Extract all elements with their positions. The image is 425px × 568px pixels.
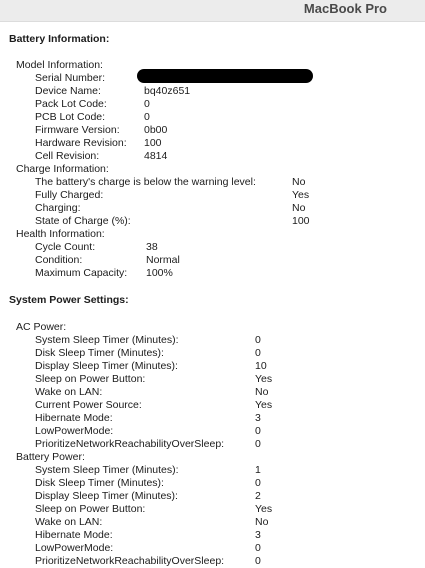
- ac-power-value: 3: [255, 412, 261, 424]
- charge-information-heading: Charge Information:: [16, 163, 109, 175]
- ac-power-label: LowPowerMode:: [35, 425, 114, 437]
- system-report-content: [0, 22, 425, 566]
- charge-info-label: Charging:: [35, 202, 81, 214]
- battery-power-value: 1: [255, 464, 261, 476]
- model-info-value: 4814: [144, 150, 168, 162]
- model-info-value: bq40z651: [144, 85, 191, 97]
- model-info-value: 0b00: [144, 124, 168, 136]
- ac-power-value: 0: [255, 334, 261, 346]
- battery-information-heading: Battery Information:: [9, 33, 110, 45]
- health-information-heading: Health Information:: [16, 228, 105, 240]
- charge-info-value: No: [292, 176, 306, 188]
- model-info-label: Serial Number:: [35, 72, 106, 84]
- health-info-value: Normal: [146, 254, 180, 266]
- model-info-label: Cell Revision:: [35, 150, 100, 162]
- system-power-settings-heading: System Power Settings:: [9, 294, 129, 306]
- battery-power-value: No: [255, 516, 269, 528]
- ac-power-value: 0: [255, 438, 261, 450]
- charge-info-value: 100: [292, 215, 310, 227]
- battery-power-label: PrioritizeNetworkReachabilityOverSleep:: [35, 555, 225, 567]
- charge-info-label: The battery's charge is below the warning level:: [35, 176, 256, 188]
- ac-power-heading: AC Power:: [16, 321, 67, 333]
- model-info-value: 0: [144, 111, 150, 123]
- model-info-label: Pack Lot Code:: [35, 98, 107, 110]
- ac-power-label: Sleep on Power Button:: [35, 373, 146, 385]
- health-info-label: Cycle Count:: [35, 241, 96, 253]
- ac-power-value: 0: [255, 425, 261, 437]
- health-info-label: Maximum Capacity:: [35, 267, 128, 279]
- ac-power-label: Wake on LAN:: [35, 386, 103, 398]
- battery-power-value: 0: [255, 555, 261, 567]
- model-information-heading: Model Information:: [16, 59, 103, 71]
- ac-power-label: Disk Sleep Timer (Minutes):: [35, 347, 164, 359]
- battery-power-value: 2: [255, 490, 261, 502]
- ac-power-label: System Sleep Timer (Minutes):: [35, 334, 179, 346]
- battery-power-value: 0: [255, 477, 261, 489]
- battery-power-label: LowPowerMode:: [35, 542, 114, 554]
- model-info-label: Device Name:: [35, 85, 101, 97]
- window-title-bar: [0, 0, 425, 22]
- model-info-label: Hardware Revision:: [35, 137, 127, 149]
- charge-info-label: State of Charge (%):: [35, 215, 131, 227]
- battery-power-label: System Sleep Timer (Minutes):: [35, 464, 179, 476]
- ac-power-label: Hibernate Mode:: [35, 412, 113, 424]
- battery-power-value: Yes: [255, 503, 273, 515]
- charge-info-label: Fully Charged:: [35, 189, 104, 201]
- health-info-value: 100%: [146, 267, 173, 279]
- battery-power-label: Hibernate Mode:: [35, 529, 113, 541]
- ac-power-label: PrioritizeNetworkReachabilityOverSleep:: [35, 438, 225, 450]
- battery-power-value: 0: [255, 542, 261, 554]
- ac-power-value: No: [255, 386, 269, 398]
- battery-power-heading: Battery Power:: [16, 451, 85, 463]
- ac-power-value: 0: [255, 347, 261, 359]
- ac-power-value: Yes: [255, 399, 273, 411]
- model-info-label: Firmware Version:: [35, 124, 120, 136]
- battery-power-label: Wake on LAN:: [35, 516, 103, 528]
- health-info-value: 38: [146, 241, 158, 253]
- model-info-value: 0: [144, 98, 150, 110]
- ac-power-value: Yes: [255, 373, 273, 385]
- battery-power-label: Disk Sleep Timer (Minutes):: [35, 477, 164, 489]
- model-info-label: PCB Lot Code:: [35, 111, 106, 123]
- battery-power-label: Display Sleep Timer (Minutes):: [35, 490, 178, 502]
- charge-info-value: Yes: [292, 189, 310, 201]
- model-info-value: 100: [144, 137, 162, 149]
- ac-power-label: Current Power Source:: [35, 399, 142, 411]
- ac-power-label: Display Sleep Timer (Minutes):: [35, 360, 178, 372]
- health-info-label: Condition:: [35, 254, 83, 266]
- ac-power-value: 10: [255, 360, 267, 372]
- serial-number-redaction: [137, 69, 313, 83]
- battery-power-label: Sleep on Power Button:: [35, 503, 146, 515]
- charge-info-value: No: [292, 202, 306, 214]
- window-title: MacBook Pro: [303, 1, 387, 16]
- battery-power-value: 3: [255, 529, 261, 541]
